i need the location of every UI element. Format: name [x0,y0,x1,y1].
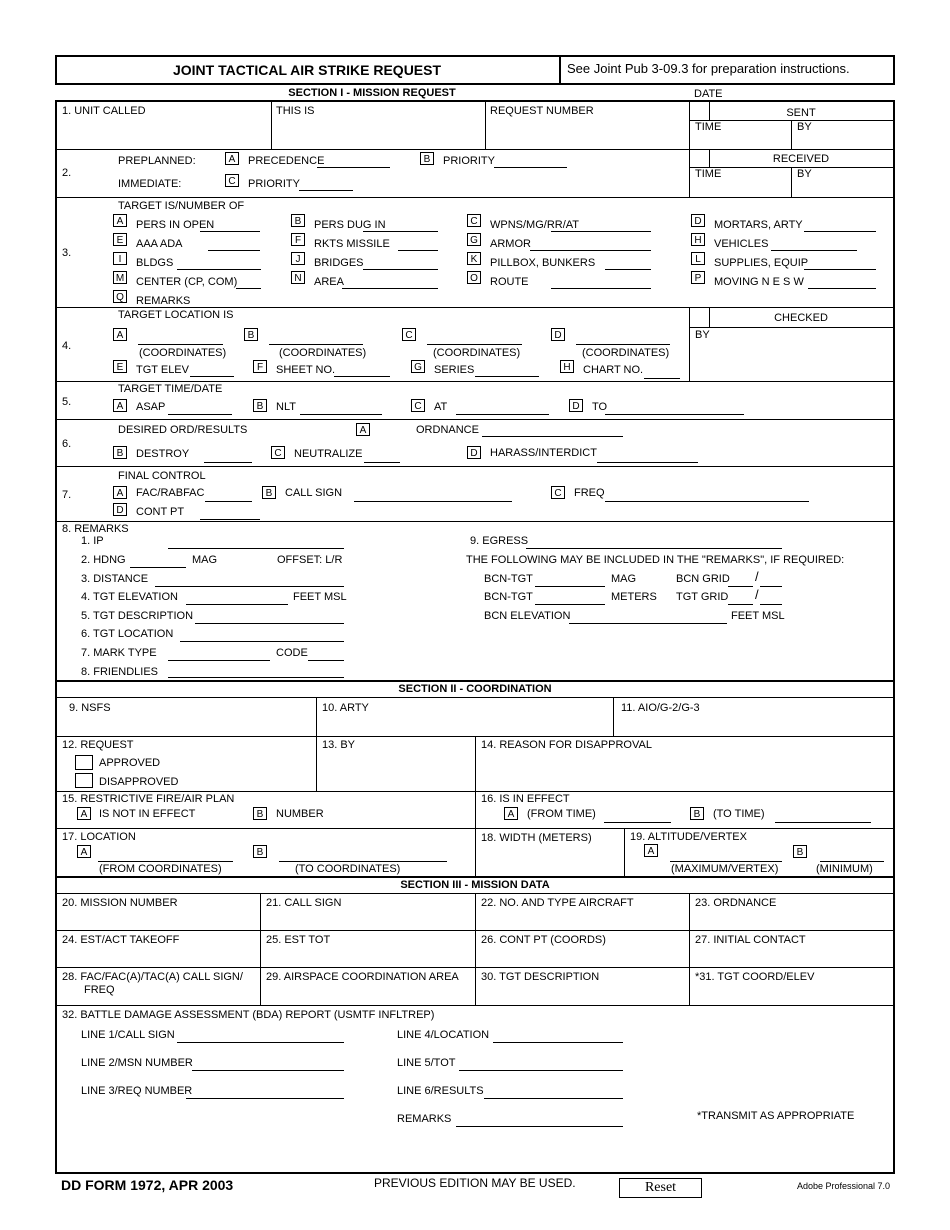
min-field[interactable] [820,861,884,862]
checkbox-3p[interactable]: P [691,271,705,284]
series-field[interactable] [475,376,539,377]
checkbox-3i[interactable]: I [113,252,127,265]
checkbox-19a[interactable]: A [644,844,658,857]
target-type-field-e[interactable] [208,250,260,251]
checkbox-4b[interactable]: B [244,328,258,341]
checkbox-6d[interactable]: D [467,446,481,459]
checkbox-3c[interactable]: C [467,214,481,227]
checked-by-label: BY [695,329,710,341]
min-label: (MINIMUM) [816,863,873,875]
checkbox-16b[interactable]: B [690,807,704,820]
from-coord-field[interactable] [98,861,233,862]
section-1-heading: SECTION I - MISSION REQUEST [288,87,456,99]
checkbox-3n[interactable]: N [291,271,305,284]
form-title: JOINT TACTICAL AIR STRIKE REQUEST [172,62,442,78]
preplanned-label: PREPLANNED: [118,155,196,167]
target-type-field-k[interactable] [605,269,651,270]
checkbox-4c[interactable]: C [402,328,416,341]
target-type-field-a[interactable] [200,231,260,232]
max-vertex-field[interactable] [670,861,782,862]
to-label: TO [592,401,608,413]
row-2-number: 2. [62,167,72,179]
instructions-note: See Joint Pub 3-09.3 for preparation instructions. [567,61,850,76]
offset-label: OFFSET: L/R [277,554,343,566]
friendlies-label: 8. FRIENDLIES [81,666,159,678]
checkbox-4h[interactable]: H [560,360,574,373]
target-type-field-o[interactable] [551,288,651,289]
to-coord-label: (TO COORDINATES) [295,863,401,875]
ordnance-label: ORDNANCE [416,424,479,436]
checkbox-3f[interactable]: F [291,233,305,246]
coord-a-field[interactable] [138,344,223,345]
altitude-label: 19. ALTITUDE/VERTEX [630,831,747,843]
line-6-field[interactable] [484,1098,623,1099]
to-coord-field[interactable] [279,861,447,862]
date-label: DATE [694,88,723,100]
call-sign-field[interactable] [354,501,512,502]
line-3-label: LINE 3/REQ NUMBER [81,1085,193,1097]
tgt-coord-elev-label: *31. TGT COORD/ELEV [695,971,815,983]
tgt-elev-label: TGT ELEV [136,364,189,376]
series-label: SERIES [434,364,475,376]
previous-edition-note: PREVIOUS EDITION MAY BE USED. [374,1176,576,1190]
target-time-label: TARGET TIME/DATE [118,383,223,395]
remarks-heading: 8. REMARKS [62,523,129,535]
final-control-label: FINAL CONTROL [118,470,206,482]
following-note: THE FOLLOWING MAY BE INCLUDED IN THE "REMARKS", IF REQUIRED: [466,554,845,566]
tgt-elevation-label: 4. TGT ELEVATION [81,591,178,603]
row-3-number: 3. [62,247,72,259]
bcn-tgt-mag-label: BCN-TGT [484,573,533,585]
rfap-label: 15. RESTRICTIVE FIRE/AIR PLAN [62,793,235,805]
bcn-grid-label: BCN GRID [676,573,730,585]
line-6-label: LINE 6/RESULTS [397,1085,484,1097]
checkbox-3j[interactable]: J [291,252,305,265]
row-6-number: 6. [62,438,72,450]
bcn-tgt-meters-field[interactable] [535,604,605,605]
line-4-field[interactable] [493,1042,623,1043]
egress-field[interactable] [526,548,782,549]
asap-field[interactable] [168,414,232,415]
line-2-label: LINE 2/MSN NUMBER [81,1057,193,1069]
coord-b-label: (COORDINATES) [279,347,367,359]
sheet-no-label: SHEET NO. [276,364,336,376]
sent-time-label: TIME [695,121,722,133]
location-label: 17. LOCATION [62,831,136,843]
sent-label: SENT [786,107,816,119]
target-type-field-i[interactable] [177,269,261,270]
feet-msl-label: FEET MSL [293,591,347,603]
precedence-label: PRECEDENCE [248,155,325,167]
form-number: DD FORM 1972, APR 2003 [61,1177,234,1193]
tgt-desc-30-label: 30. TGT DESCRIPTION [481,971,600,983]
checkbox-4e[interactable]: E [113,360,127,373]
bda-remarks-field[interactable] [456,1126,623,1127]
by-label: 13. BY [322,739,356,751]
bcn-grid-field-2[interactable] [760,586,782,587]
target-type-label-b: PERS DUG IN [314,219,386,231]
transmit-note: *TRANSMIT AS APPROPRIATE [697,1110,855,1122]
harass-field[interactable] [597,462,698,463]
target-type-label-k: PILLBOX, BUNKERS [490,257,596,269]
coord-b-field[interactable] [269,344,363,345]
checkbox-3k[interactable]: K [467,252,481,265]
chart-no-label: CHART NO. [583,364,644,376]
target-type-field-h[interactable] [771,250,857,251]
harass-label: HARASS/INTERDICT [490,447,597,459]
mission-number-label: 20. MISSION NUMBER [62,897,178,909]
egress-label: 9. EGRESS [470,535,529,547]
from-time-label: (FROM TIME) [527,808,596,820]
max-vertex-label: (MAXIMUM/VERTEX) [671,863,779,875]
meters-label: METERS [611,591,657,603]
target-type-label-i: BLDGS [136,257,174,269]
checkbox-2a[interactable]: A [225,152,239,165]
checkbox-7b[interactable]: B [262,486,276,499]
ip-field[interactable] [168,548,344,549]
target-type-field-m[interactable] [236,288,261,289]
code-field[interactable] [308,660,344,661]
bcn-elevation-field[interactable] [569,623,727,624]
checkbox-5b[interactable]: B [253,399,267,412]
ordnance-23-label: 23. ORDNANCE [695,897,777,909]
checkbox-19b[interactable]: B [793,845,807,858]
friendlies-field[interactable] [168,677,344,678]
fac-freq-label: FREQ [84,984,115,996]
row-4-number: 4. [62,340,72,352]
checked-label: CHECKED [774,312,828,324]
ip-label: 1. IP [81,535,104,547]
checkbox-3m[interactable]: M [113,271,127,284]
aio-label: 11. AIO/G-2/G-3 [621,702,700,714]
destroy-field[interactable] [204,462,252,463]
coord-d-label: (COORDINATES) [582,347,670,359]
row-5-number: 5. [62,396,72,408]
tgt-description-label: 5. TGT DESCRIPTION [81,610,194,622]
this-is-label: THIS IS [276,105,315,117]
priority-b-field[interactable] [494,167,567,168]
precedence-field[interactable] [317,167,390,168]
mark-type-field[interactable] [168,660,270,661]
bda-label: 32. BATTLE DAMAGE ASSESSMENT (BDA) REPORT (USMTF INFLTREP) [62,1009,435,1021]
distance-label: 3. DISTANCE [81,573,149,585]
coord-d-field[interactable] [576,344,670,345]
to-time-field[interactable] [775,822,871,823]
target-type-label-e: AAA ADA [136,238,183,250]
coord-c-field[interactable] [427,344,522,345]
target-type-label-p: MOVING N E S W [714,276,804,288]
reset-button[interactable]: Reset [619,1178,702,1198]
line-1-label: LINE 1/CALL SIGN [81,1029,175,1041]
from-coord-label: (FROM COORDINATES) [99,863,222,875]
sent-by-label: BY [797,121,812,133]
not-in-effect-label: IS NOT IN EFFECT [99,808,196,820]
target-type-label-d: MORTARS, ARTY [714,219,803,231]
asap-label: ASAP [136,401,166,413]
target-type-label-o: ROUTE [490,276,529,288]
coord-c-label: (COORDINATES) [433,347,521,359]
checkbox-6b[interactable]: B [113,446,127,459]
target-type-field-c[interactable] [551,231,651,232]
cont-pt-coords-label: 26. CONT PT (COORDS) [481,934,606,946]
immediate-label: IMMEDIATE: [118,178,182,190]
request-number-label: REQUEST NUMBER [490,105,594,117]
checkbox-5c[interactable]: C [411,399,425,412]
target-type-label-n: AREA [314,276,344,288]
cont-pt-field[interactable] [200,519,260,520]
checkbox-3g[interactable]: G [467,233,481,246]
disapproved-checkbox[interactable] [75,773,93,788]
in-effect-label: 16. IS IN EFFECT [481,793,570,805]
fac-field[interactable] [205,501,252,502]
checkbox-4g[interactable]: G [411,360,425,373]
at-field[interactable] [456,414,549,415]
freq-label: FREQ [574,487,605,499]
nlt-field[interactable] [300,414,382,415]
approved-checkbox[interactable] [75,755,93,770]
request-label: 12. REQUEST [62,739,134,751]
target-is-label: TARGET IS/NUMBER OF [118,200,245,212]
ordnance-field[interactable] [482,436,623,437]
target-type-label-c: WPNS/MG/RR/AT [490,219,580,231]
bda-remarks-label: REMARKS [397,1113,452,1125]
checkbox-2c[interactable]: C [225,174,239,187]
to-field[interactable] [605,414,744,415]
nlt-label: NLT [276,401,296,413]
target-type-field-g[interactable] [530,250,651,251]
neutralize-field[interactable] [364,462,400,463]
checkbox-3e[interactable]: E [113,233,127,246]
target-type-label-h: VEHICLES [714,238,769,250]
call-sign-label: CALL SIGN [285,487,343,499]
disapproved-label: DISAPPROVED [99,776,179,788]
at-label: AT [434,401,448,413]
checkbox-4d[interactable]: D [551,328,565,341]
line-2-field[interactable] [192,1070,344,1071]
bcn-tgt-meters-label: BCN-TGT [484,591,533,603]
bcn-mag-label: MAG [611,573,637,585]
number-label: NUMBER [276,808,324,820]
checkbox-3b[interactable]: B [291,214,305,227]
fac-label: FAC/RABFAC [136,487,205,499]
nsfs-label: 9. NSFS [69,702,111,714]
aircraft-label: 22. NO. AND TYPE AIRCRAFT [481,897,634,909]
line-3-field[interactable] [186,1098,344,1099]
target-type-label-f: RKTS MISSILE [314,238,390,250]
bcn-elevation-label: BCN ELEVATION [484,610,571,622]
checkbox-16a[interactable]: A [504,807,518,820]
takeoff-label: 24. EST/ACT TAKEOFF [62,934,180,946]
checkbox-17b[interactable]: B [253,845,267,858]
desired-ord-label: DESIRED ORD/RESULTS [118,424,248,436]
tgt-grid-field-2[interactable] [760,604,782,605]
checkbox-7a[interactable]: A [113,486,127,499]
adobe-version: Adobe Professional 7.0 [797,1181,891,1191]
priority-c-label: PRIORITY [248,178,300,190]
checkbox-6c[interactable]: C [271,446,285,459]
sheet-no-field[interactable] [334,376,390,377]
checkbox-5d[interactable]: D [569,399,583,412]
checkbox-4f[interactable]: F [253,360,267,373]
bcn-grid-slash: / [755,569,759,584]
target-type-label-j: BRIDGES [314,257,364,269]
target-type-field-b[interactable] [363,231,438,232]
unit-called-label: 1. UNIT CALLED [62,105,146,117]
tgt-elevation-field[interactable] [186,604,288,605]
tgt-description-field[interactable] [195,623,344,624]
target-type-field-n[interactable] [342,288,438,289]
target-type-field-j[interactable] [363,269,438,270]
section-3-heading: SECTION III - MISSION DATA [400,879,550,891]
airspace-label: 29. AIRSPACE COORDINATION AREA [266,971,459,983]
checkbox-15b[interactable]: B [253,807,267,820]
tgt-grid-label: TGT GRID [676,591,729,603]
checkbox-6a[interactable]: A [356,423,370,436]
tgt-location-field[interactable] [180,641,344,642]
target-type-label-q: REMARKS [136,295,191,307]
target-type-field-l[interactable] [804,269,876,270]
est-tot-label: 25. EST TOT [266,934,331,946]
tgt-grid-slash: / [755,587,759,602]
row-7-number: 7. [62,489,72,501]
target-type-field-p[interactable] [808,288,876,289]
line-5-field[interactable] [459,1070,623,1071]
checkbox-2b[interactable]: B [420,152,434,165]
target-location-label: TARGET LOCATION IS [118,309,234,321]
tgt-location-label: 6. TGT LOCATION [81,628,174,640]
hdng-label: 2. HDNG [81,554,126,566]
target-type-field-q[interactable] [190,307,261,308]
checkbox-5a[interactable]: A [113,399,127,412]
tgt-elev-field[interactable] [190,376,234,377]
mag-label: MAG [192,554,218,566]
target-type-label-l: SUPPLIES, EQUIP [714,257,809,269]
checkbox-3o[interactable]: O [467,271,481,284]
checkbox-7c[interactable]: C [551,486,565,499]
received-by-label: BY [797,168,812,180]
checkbox-3l[interactable]: L [691,252,705,265]
approved-label: APPROVED [99,757,161,769]
received-time-label: TIME [695,168,722,180]
target-type-label-m: CENTER (CP, COM) [136,276,238,288]
from-time-field[interactable] [604,822,671,823]
checkbox-3h[interactable]: H [691,233,705,246]
call-sign-21-label: 21. CALL SIGN [266,897,342,909]
destroy-label: DESTROY [136,448,190,460]
reason-label: 14. REASON FOR DISAPPROVAL [481,739,652,751]
coord-a-label: (COORDINATES) [139,347,227,359]
checkbox-4a[interactable]: A [113,328,127,341]
checkbox-3q[interactable]: Q [113,290,127,303]
to-time-label: (TO TIME) [713,808,765,820]
target-type-field-f[interactable] [398,250,438,251]
width-label: 18. WIDTH (METERS) [481,832,592,844]
code-label: CODE [276,647,308,659]
arty-label: 10. ARTY [322,702,369,714]
hdng-field[interactable] [130,567,186,568]
checkbox-3a[interactable]: A [113,214,127,227]
cont-pt-label: CONT PT [136,506,185,518]
line-5-label: LINE 5/TOT [397,1057,456,1069]
fac-call-sign-label: 28. FAC/FAC(A)/TAC(A) CALL SIGN/ [62,971,243,983]
line-4-label: LINE 4/LOCATION [397,1029,490,1041]
mark-type-label: 7. MARK TYPE [81,647,157,659]
checkbox-15a[interactable]: A [77,807,91,820]
bcn-grid-field-1[interactable] [728,586,753,587]
bcn-feet-msl-label: FEET MSL [731,610,785,622]
tgt-grid-field-1[interactable] [728,604,753,605]
target-type-label-g: ARMOR [490,238,531,250]
target-type-label-a: PERS IN OPEN [136,219,215,231]
priority-c-field[interactable] [299,190,353,191]
checkbox-3d[interactable]: D [691,214,705,227]
received-label: RECEIVED [772,153,830,165]
checkbox-7d[interactable]: D [113,503,127,516]
bcn-tgt-mag-field[interactable] [535,586,605,587]
distance-field[interactable] [155,586,344,587]
line-1-field[interactable] [177,1042,344,1043]
priority-b-label: PRIORITY [443,155,495,167]
chart-no-field[interactable] [644,378,680,379]
neutralize-label: NEUTRALIZE [294,448,363,460]
target-type-field-d[interactable] [804,231,876,232]
freq-field[interactable] [605,501,809,502]
section-2-heading: SECTION II - COORDINATION [398,683,552,695]
initial-contact-label: 27. INITIAL CONTACT [695,934,806,946]
checkbox-17a[interactable]: A [77,845,91,858]
